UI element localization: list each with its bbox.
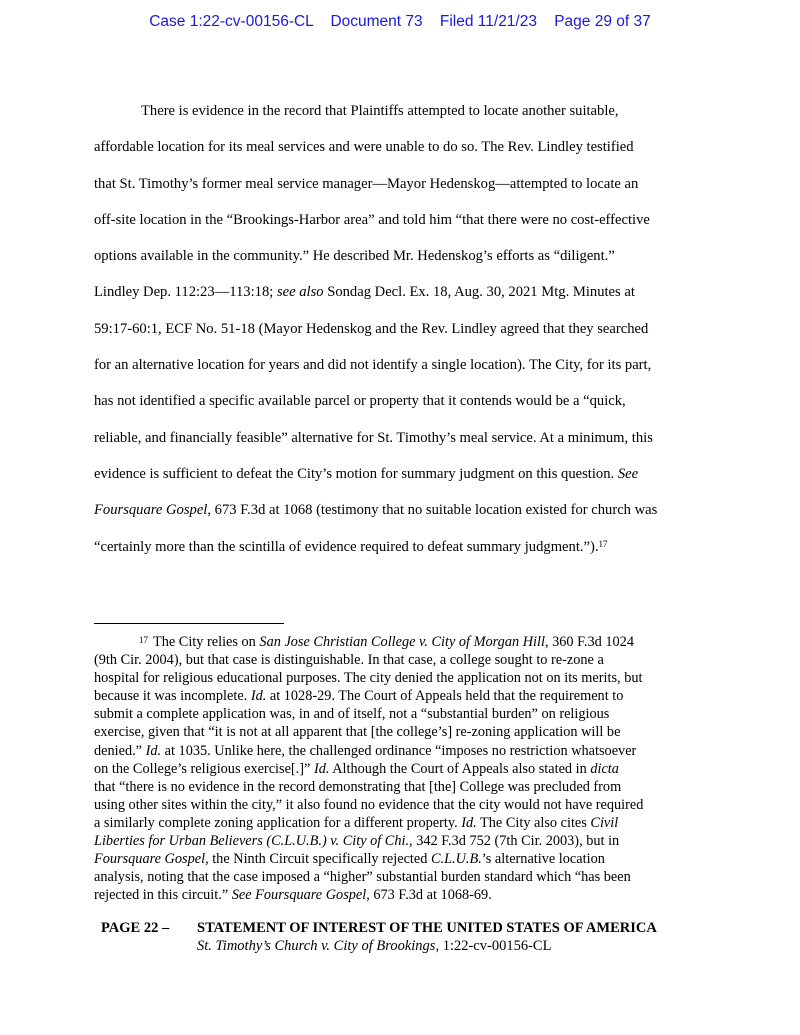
italic-citation: San Jose Christian College v. City of Morgan Hill — [259, 634, 545, 650]
footnote-line — [94, 850, 714, 868]
italic-citation: Id. — [145, 742, 162, 759]
italic-citation: Id. — [313, 760, 330, 777]
italic-citation: Civil — [590, 814, 619, 831]
body-line — [94, 456, 734, 492]
text-run: for an alternative location for years and did not identify a single location). The City, for its part, — [94, 357, 652, 374]
body-line — [94, 202, 734, 238]
text-run: “certainly more than the scintilla of evidence required to defeat summary judgment.”). — [94, 538, 599, 555]
body-line — [94, 311, 734, 347]
body-line — [94, 529, 734, 565]
page-number: Page 29 of 37 — [554, 13, 651, 30]
text-run: at 1035. Unlike here, the challenged ordinance “imposes no restriction whatsoever — [161, 742, 637, 759]
text-run: The City also cites — [476, 814, 591, 831]
text-run: , 360 F.3d 1024 — [544, 634, 634, 650]
italic-citation: Foursquare Gospel — [94, 502, 208, 519]
footer-caption — [101, 937, 657, 955]
body-paragraph — [94, 93, 734, 565]
text-run: Sondag Decl. Ex. 18, Aug. 30, 2021 Mtg. Minutes at — [323, 284, 635, 301]
text-run: There is evidence in the record that Plaintiffs attempted to locate another suitable, — [141, 103, 619, 119]
text-run: on the College’s religious exercise[.]” — [94, 760, 314, 777]
footnote-line — [94, 796, 714, 814]
footnote-line — [94, 723, 714, 741]
footnote-divider — [94, 623, 284, 624]
footnote-line — [94, 742, 714, 760]
filed-date: Filed 11/21/23 — [439, 13, 537, 30]
italic-citation: C.L.U.B. — [430, 851, 482, 868]
text-run: (9th Cir. 2004), but that case is distinguishable. In that case, a college sought to re-zone a — [94, 652, 604, 669]
body-line — [94, 238, 734, 274]
text-run: ’s alternative location — [481, 851, 605, 868]
footnote-reference: 17 — [598, 538, 608, 549]
page-footer — [101, 919, 657, 955]
case-number: Case 1:22-cv-00156-CL — [149, 13, 314, 30]
body-line — [94, 129, 734, 165]
text-run: Although the Court of Appeals also stated in — [329, 760, 591, 777]
body-line — [94, 492, 734, 528]
footnote-line — [94, 760, 714, 778]
text-run: a similarly complete zoning application for a different property. — [94, 814, 462, 831]
text-run: reliable, and financially feasible” alternative for St. Timothy’s meal service. At a minimum, this — [94, 429, 653, 446]
text-run: that “there is no evidence in the record demonstrating that [the] College was precluded from — [94, 778, 622, 795]
text-run: submit a complete application was, in and of itself, not a “substantial burden” on religious — [94, 706, 610, 723]
footnote-line — [94, 651, 714, 669]
body-line — [94, 93, 734, 129]
italic-citation: See Foursquare Gospel — [231, 887, 367, 904]
text-run: , 342 F.3d 752 (7th Cir. 2003), but in — [409, 833, 620, 850]
ecf-header — [0, 13, 800, 31]
text-run: Lindley Dep. 112:23—113:18; — [94, 284, 277, 301]
text-run: , the Ninth Circuit specifically rejected — [205, 851, 431, 868]
footnote-line — [94, 814, 714, 832]
italic-citation: Liberties for Urban Believers (C.L.U.B.) v. City of Chi. — [94, 833, 410, 850]
text-run: that St. Timothy’s former meal service manager—Mayor Hedenskog—attempted to locate an — [94, 175, 639, 192]
body-line — [94, 274, 734, 310]
italic-citation: Id. — [250, 688, 267, 705]
footnote-17 — [94, 633, 714, 904]
text-run: rejected in this circuit.” — [94, 887, 232, 904]
text-run: at 1028-29. The Court of Appeals held that the requirement to — [266, 688, 624, 705]
footnote-line — [94, 886, 714, 904]
text-run: denied.” — [94, 742, 146, 759]
text-run: options available in the community.” He described Mr. Hedenskog’s efforts as “diligent.” — [94, 248, 615, 265]
footnote-line — [94, 868, 714, 886]
footnote-line — [94, 832, 714, 850]
text-run: The City relies on — [153, 634, 260, 650]
text-run: exercise, given that “it is not at all apparent that [the college’s] re-zoning application will be — [94, 724, 621, 741]
text-run: , 673 F.3d at 1068-69. — [366, 887, 492, 904]
italic-citation: dicta — [590, 760, 619, 777]
text-run: affordable location for its meal services and were unable to do so. The Rev. Lindley testified — [94, 139, 634, 156]
footer-case-name: St. Timothy’s Church v. City of Brookings — [197, 938, 436, 954]
footnote-line — [94, 687, 714, 705]
italic-citation: Foursquare Gospel — [94, 851, 206, 868]
footer-page-label: PAGE 22 – — [101, 920, 170, 936]
italic-citation: Id. — [461, 814, 477, 831]
footnote-line — [94, 669, 714, 687]
text-run: analysis, noting that the case imposed a “higher” substantial burden standard which “has been — [94, 869, 631, 886]
footnote-number: 17 — [139, 635, 148, 645]
footnote-line — [94, 705, 714, 723]
body-line — [94, 166, 734, 202]
text-run: using other sites within the city,” it also found no evidence that the city would not have required — [94, 796, 644, 813]
document-number: Document 73 — [330, 13, 423, 30]
text-run: because it was incomplete. — [94, 688, 251, 705]
body-line — [94, 383, 734, 419]
text-run: evidence is sufficient to defeat the City’s motion for summary judgment on this question. — [94, 465, 618, 482]
text-run: hospital for religious educational purposes. The city denied the application not on its merits, but — [94, 670, 643, 687]
text-run: has not identified a specific available parcel or property that it contends would be a “quick, — [94, 393, 626, 410]
text-run: off-site location in the “Brookings-Harbor area” and told him “that there were no cost-effective — [94, 211, 650, 228]
footer-case-number: , 1:22-cv-00156-CL — [435, 938, 552, 954]
footer-title: STATEMENT OF INTEREST OF THE UNITED STATES OF AMERICA — [197, 920, 657, 936]
body-line — [94, 420, 734, 456]
footnote-line — [94, 633, 714, 651]
body-line — [94, 347, 734, 383]
text-run: 59:17-60:1, ECF No. 51-18 (Mayor Hedenskog and the Rev. Lindley agreed that they searched — [94, 320, 649, 337]
italic-citation: see also — [276, 284, 324, 301]
italic-citation: See — [617, 465, 639, 482]
footnote-line — [94, 778, 714, 796]
text-run: , 673 F.3d at 1068 (testimony that no suitable location existed for church was — [207, 502, 658, 519]
